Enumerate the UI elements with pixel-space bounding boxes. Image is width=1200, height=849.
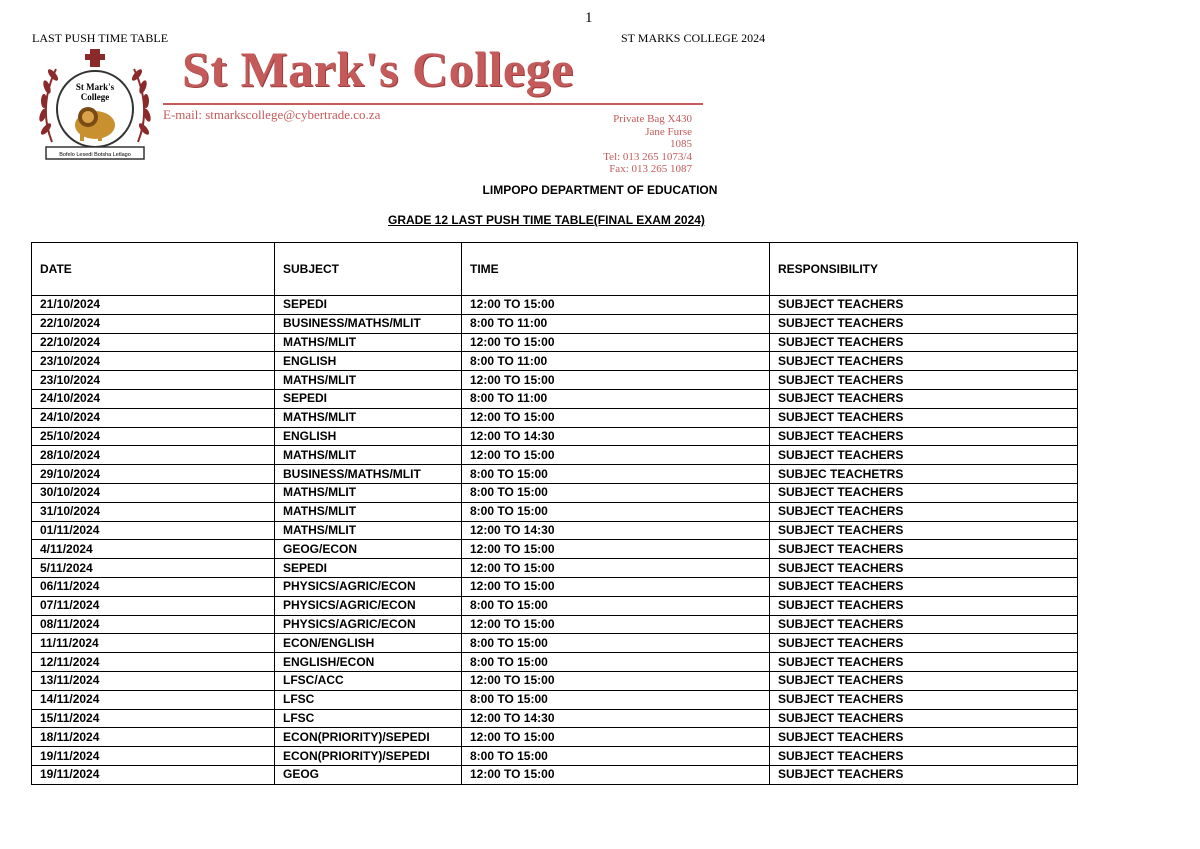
cell-date: 18/11/2024 (32, 728, 275, 747)
cell-time: 12:00 TO 14:30 (462, 427, 770, 446)
cell-date: 4/11/2024 (32, 540, 275, 559)
cell-subject: MATHS/MLIT (275, 371, 462, 390)
cell-responsibility: SUBJECT TEACHERS (770, 502, 1078, 521)
table-row (32, 653, 1078, 672)
table-row (32, 559, 1078, 578)
table-row (32, 765, 1078, 784)
table-row (32, 634, 1078, 653)
cell-responsibility: SUBJECT TEACHERS (770, 634, 1078, 653)
cell-subject: PHYSICS/AGRIC/ECON (275, 577, 462, 596)
cell-date: 30/10/2024 (32, 483, 275, 502)
cell-responsibility: SUBJECT TEACHERS (770, 615, 1078, 634)
cell-subject: LFSC/ACC (275, 671, 462, 690)
cell-time: 12:00 TO 15:00 (462, 728, 770, 747)
cell-time: 12:00 TO 15:00 (462, 371, 770, 390)
cell-subject: BUSINESS/MATHS/MLIT (275, 465, 462, 484)
cell-subject: GEOG (275, 765, 462, 784)
cell-time: 8:00 TO 15:00 (462, 653, 770, 672)
exam-timetable (31, 242, 1078, 785)
cell-date: 19/11/2024 (32, 765, 275, 784)
cell-responsibility: SUBJECT TEACHERS (770, 427, 1078, 446)
cell-time: 8:00 TO 11:00 (462, 352, 770, 371)
cell-date: 31/10/2024 (32, 502, 275, 521)
cell-time: 8:00 TO 11:00 (462, 389, 770, 408)
cell-date: 15/11/2024 (32, 709, 275, 728)
cell-subject: ENGLISH (275, 427, 462, 446)
cell-time: 12:00 TO 15:00 (462, 408, 770, 427)
cell-time: 12:00 TO 15:00 (462, 540, 770, 559)
table-body (32, 296, 1078, 785)
address-line: Tel: 013 265 1073/4 (603, 150, 692, 163)
cell-responsibility: SUBJECT TEACHERS (770, 709, 1078, 728)
table-row (32, 427, 1078, 446)
cell-date: 21/10/2024 (32, 296, 275, 315)
cell-subject: SEPEDI (275, 389, 462, 408)
cell-time: 8:00 TO 11:00 (462, 314, 770, 333)
cell-date: 25/10/2024 (32, 427, 275, 446)
cell-responsibility: SUBJECT TEACHERS (770, 653, 1078, 672)
cell-responsibility: SUBJECT TEACHERS (770, 690, 1078, 709)
college-address (603, 113, 692, 176)
cell-date: 22/10/2024 (32, 333, 275, 352)
table-row (32, 389, 1078, 408)
column-header-date: DATE (32, 243, 275, 296)
cell-date: 08/11/2024 (32, 615, 275, 634)
table-header-row (32, 243, 1078, 296)
address-line: 1085 (670, 138, 692, 150)
letterhead-rule (163, 103, 703, 105)
cell-time: 8:00 TO 15:00 (462, 502, 770, 521)
cell-responsibility: SUBJECT TEACHERS (770, 671, 1078, 690)
cell-responsibility: SUBJECT TEACHERS (770, 596, 1078, 615)
running-header-left: LAST PUSH TIME TABLE (32, 31, 169, 45)
cell-date: 23/10/2024 (32, 371, 275, 390)
college-crest-logo (32, 47, 158, 165)
cell-subject: MATHS/MLIT (275, 446, 462, 465)
cell-responsibility: SUBJECT TEACHERS (770, 747, 1078, 766)
college-name-wordmark: St Mark's College (182, 41, 574, 97)
cell-subject: MATHS/MLIT (275, 333, 462, 352)
table-row (32, 709, 1078, 728)
cell-responsibility: SUBJECT TEACHERS (770, 446, 1078, 465)
cell-subject: BUSINESS/MATHS/MLIT (275, 314, 462, 333)
cell-responsibility: SUBJECT TEACHERS (770, 483, 1078, 502)
cell-date: 14/11/2024 (32, 690, 275, 709)
table-row (32, 352, 1078, 371)
table-row (32, 671, 1078, 690)
cell-subject: MATHS/MLIT (275, 502, 462, 521)
table-row (32, 577, 1078, 596)
crest-text-bottom: College (80, 92, 110, 102)
cell-time: 12:00 TO 14:30 (462, 521, 770, 540)
column-header-time: TIME (462, 243, 770, 296)
cell-subject: PHYSICS/AGRIC/ECON (275, 615, 462, 634)
cell-time: 8:00 TO 15:00 (462, 747, 770, 766)
cell-responsibility: SUBJECT TEACHERS (770, 333, 1078, 352)
cell-responsibility: SUBJECT TEACHERS (770, 371, 1078, 390)
college-email: E-mail: stmarkscollege@cybertrade.co.za (163, 107, 381, 122)
cell-time: 12:00 TO 15:00 (462, 333, 770, 352)
cell-time: 12:00 TO 14:30 (462, 709, 770, 728)
cell-date: 29/10/2024 (32, 465, 275, 484)
cell-responsibility: SUBJECT TEACHERS (770, 352, 1078, 371)
cell-subject: LFSC (275, 709, 462, 728)
table-row (32, 333, 1078, 352)
cell-date: 01/11/2024 (32, 521, 275, 540)
cell-subject: ENGLISH (275, 352, 462, 371)
table-row (32, 521, 1078, 540)
cell-time: 8:00 TO 15:00 (462, 596, 770, 615)
address-line: Private Bag X430 (613, 113, 692, 125)
cell-time: 12:00 TO 15:00 (462, 446, 770, 465)
cell-time: 8:00 TO 15:00 (462, 634, 770, 653)
table-row (32, 690, 1078, 709)
cell-responsibility: SUBJECT TEACHERS (770, 314, 1078, 333)
cell-date: 5/11/2024 (32, 559, 275, 578)
running-header-right: ST MARKS COLLEGE 2024 (621, 31, 766, 45)
timetable-title: GRADE 12 LAST PUSH TIME TABLE(FINAL EXAM 2024) (388, 213, 705, 227)
cell-time: 12:00 TO 15:00 (462, 577, 770, 596)
table-row (32, 540, 1078, 559)
table-row (32, 747, 1078, 766)
cell-responsibility: SUBJECT TEACHERS (770, 408, 1078, 427)
cell-subject: ECON(PRIORITY)/SEPEDI (275, 728, 462, 747)
cell-date: 24/10/2024 (32, 389, 275, 408)
cell-responsibility: SUBJECT TEACHERS (770, 577, 1078, 596)
cell-subject: GEOG/ECON (275, 540, 462, 559)
cell-date: 23/10/2024 (32, 352, 275, 371)
cell-date: 11/11/2024 (32, 634, 275, 653)
table-row (32, 296, 1078, 315)
cell-subject: PHYSICS/AGRIC/ECON (275, 596, 462, 615)
page-number: 1 (585, 10, 593, 26)
cell-subject: ECON/ENGLISH (275, 634, 462, 653)
cell-responsibility: SUBJECT TEACHERS (770, 389, 1078, 408)
cell-responsibility: SUBJECT TEACHERS (770, 540, 1078, 559)
cell-responsibility: SUBJEC TEACHETRS (770, 465, 1078, 484)
cell-responsibility: SUBJECT TEACHERS (770, 559, 1078, 578)
cell-date: 24/10/2024 (32, 408, 275, 427)
cell-date: 22/10/2024 (32, 314, 275, 333)
cell-time: 8:00 TO 15:00 (462, 690, 770, 709)
cell-subject: MATHS/MLIT (275, 483, 462, 502)
cell-time: 8:00 TO 15:00 (462, 483, 770, 502)
table-row (32, 502, 1078, 521)
cell-date: 06/11/2024 (32, 577, 275, 596)
department-heading: LIMPOPO DEPARTMENT OF EDUCATION (482, 183, 718, 197)
cell-date: 13/11/2024 (32, 671, 275, 690)
column-header-subject: SUBJECT (275, 243, 462, 296)
cell-date: 07/11/2024 (32, 596, 275, 615)
table-row (32, 596, 1078, 615)
cell-subject: LFSC (275, 690, 462, 709)
table-row (32, 408, 1078, 427)
cell-responsibility: SUBJECT TEACHERS (770, 296, 1078, 315)
cell-date: 19/11/2024 (32, 747, 275, 766)
table-row (32, 371, 1078, 390)
cell-subject: SEPEDI (275, 296, 462, 315)
cell-responsibility: SUBJECT TEACHERS (770, 765, 1078, 784)
cell-subject: MATHS/MLIT (275, 408, 462, 427)
cell-time: 12:00 TO 15:00 (462, 671, 770, 690)
cell-date: 12/11/2024 (32, 653, 275, 672)
cell-subject: ECON(PRIORITY)/SEPEDI (275, 747, 462, 766)
cell-time: 12:00 TO 15:00 (462, 296, 770, 315)
cell-subject: MATHS/MLIT (275, 521, 462, 540)
cell-date: 28/10/2024 (32, 446, 275, 465)
crest-motto: Bofelo Lesedi Botsha Letlago (59, 152, 131, 158)
table-row (32, 465, 1078, 484)
table-row (32, 615, 1078, 634)
cell-time: 12:00 TO 15:00 (462, 765, 770, 784)
table-row (32, 483, 1078, 502)
cell-time: 8:00 TO 15:00 (462, 465, 770, 484)
cell-subject: SEPEDI (275, 559, 462, 578)
cell-time: 12:00 TO 15:00 (462, 615, 770, 634)
column-header-responsibility: RESPONSIBILITY (770, 243, 1078, 296)
cell-subject: ENGLISH/ECON (275, 653, 462, 672)
table-row (32, 446, 1078, 465)
cell-responsibility: SUBJECT TEACHERS (770, 521, 1078, 540)
crest-text-top: St Mark's (75, 82, 115, 92)
table-row (32, 728, 1078, 747)
cell-time: 12:00 TO 15:00 (462, 559, 770, 578)
cell-responsibility: SUBJECT TEACHERS (770, 728, 1078, 747)
address-line: Fax: 013 265 1087 (609, 163, 692, 175)
table-row (32, 314, 1078, 333)
address-line: Jane Furse (645, 125, 692, 138)
